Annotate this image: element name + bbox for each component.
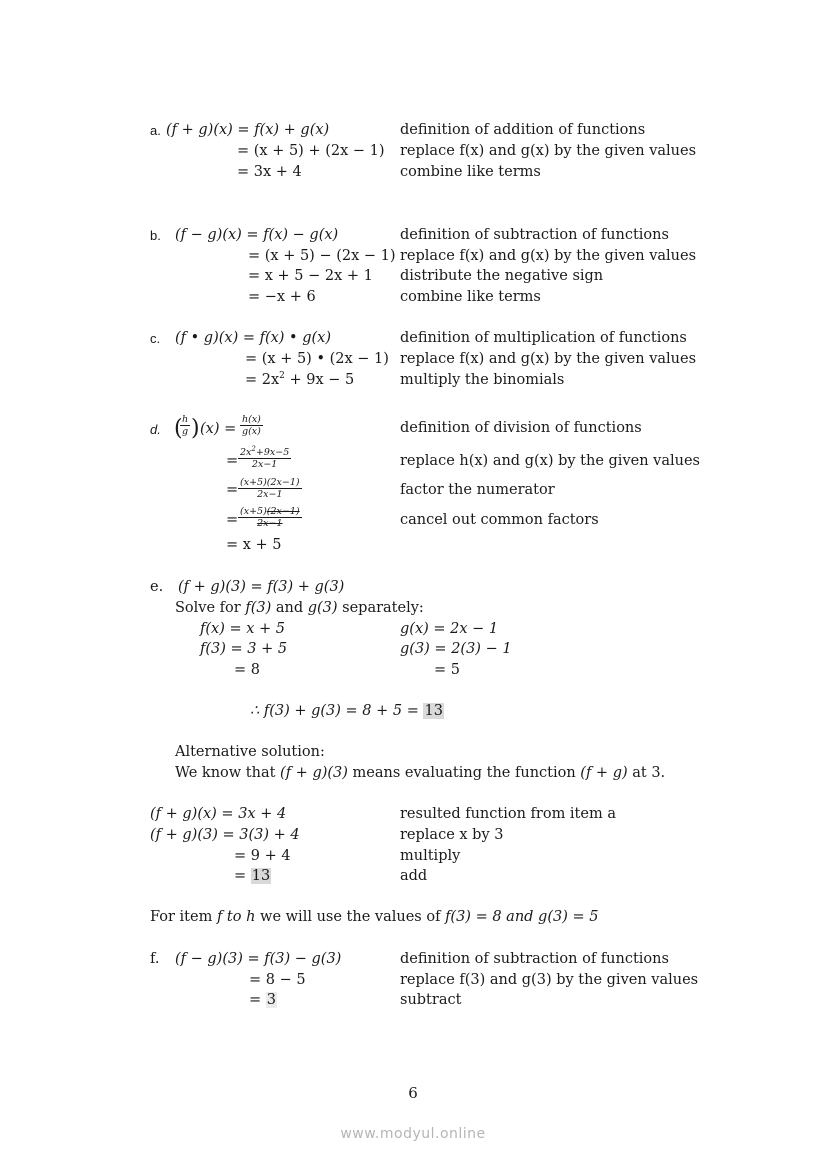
item-d-line4-eq: = [226, 512, 239, 528]
item-e-alt-row2-math: (f + g)(3) = 3(3) + 4 [150, 827, 300, 843]
item-e-answer-highlight: 13 [424, 703, 443, 719]
item-a-line1-desc: definition of addition of functions [400, 122, 646, 138]
item-d-line2-desc: replace h(x) and g(x) by the given values [400, 453, 700, 469]
item-e-line1-math: (f + g)(3) = f(3) + g(3) [178, 579, 345, 595]
item-e-alt-row3-math: = 9 + 4 [234, 848, 291, 864]
item-f-line2-desc: replace f(3) and g(3) by the given values [400, 972, 699, 988]
item-c-line2-desc: replace f(x) and g(x) by the given values [400, 351, 697, 367]
item-b-line1-math: (f − g)(x) = f(x) − g(x) [175, 227, 339, 243]
item-f-line3-desc: subtract [400, 992, 462, 1008]
item-f-line3-math: = 3 [249, 992, 276, 1008]
item-c-line3-desc: multiply the binomials [400, 372, 565, 388]
item-e-g-substitution: g(3) = 2(3) − 1 [400, 641, 512, 657]
item-d-label: d. [150, 422, 161, 437]
item-b-line4-math: = −x + 6 [248, 289, 316, 305]
item-d-x-equals: (x) = [200, 421, 237, 437]
item-a-line2-desc: replace f(x) and g(x) by the given values [400, 143, 697, 159]
item-d-fraction-4: $\frac{(x+5)(2x-1)}{2x-1}$ [240, 506, 300, 529]
item-e-f-substitution: f(3) = 3 + 5 [200, 641, 288, 657]
item-b-line3-desc: distribute the negative sign [400, 268, 604, 284]
item-d-line5-math: = x + 5 [226, 537, 282, 553]
item-c-line1-math: (f • g)(x) = f(x) • g(x) [175, 330, 331, 346]
item-e-g-result: = 5 [434, 662, 460, 678]
item-a-line3-math: = 3x + 4 [237, 164, 302, 180]
item-d-right-paren: ) [191, 416, 200, 441]
item-e-label: e. [150, 579, 164, 595]
item-d-line3-desc: factor the numerator [400, 482, 555, 498]
item-f-line1-desc: definition of subtraction of functions [400, 951, 669, 967]
item-e-alt-row4-math: = 13 [234, 868, 271, 884]
item-e-alt-row2-desc: replace x by 3 [400, 827, 504, 843]
item-b-line1-desc: definition of subtraction of functions [400, 227, 669, 243]
watermark: www.modyul.online [340, 1126, 486, 1142]
item-e-alt-row4-desc: add [400, 868, 428, 884]
item-f-label: f. [150, 951, 160, 967]
item-d-fraction-1: $\frac{h(x)}{g(x)}$ [242, 414, 261, 437]
note-text: For item f to h we will use the values of f(3) = 8 and g(3) = 5 [150, 909, 599, 925]
item-c-label: c. [150, 331, 161, 346]
item-b-line4-desc: combine like terms [400, 289, 541, 305]
item-a-line3-desc: combine like terms [400, 164, 541, 180]
item-a-line1-math: (f + g)(x) = f(x) + g(x) [166, 122, 330, 138]
item-e-alt-title: Alternative solution: [175, 744, 325, 760]
item-a-label: a. [150, 123, 161, 138]
item-b-line2-math: = (x + 5) − (2x − 1) [248, 248, 396, 264]
item-e-f-result: = 8 [234, 662, 260, 678]
item-b-line2-desc: replace f(x) and g(x) by the given values [400, 248, 697, 264]
item-d-h-over-g: $\frac{h}{g}$ [182, 414, 189, 437]
item-e-alt-answer-highlight: 13 [251, 868, 271, 884]
item-d-fraction-3: $\frac{(x+5)(2x-1)}{2x-1}$ [240, 477, 300, 500]
item-f-answer-highlight: 3 [266, 992, 276, 1008]
item-a-line2-math: = (x + 5) + (2x − 1) [237, 143, 385, 159]
item-e-f-definition: f(x) = x + 5 [200, 621, 285, 637]
item-e-therefore: ∴ f(3) + g(3) = 8 + 5 = 13 [250, 703, 443, 719]
item-d-line1-desc: definition of division of functions [400, 420, 642, 436]
item-e-alt-row1-desc: resulted function from item a [400, 806, 616, 822]
item-e-alt-text: We know that (f + g)(3) means evaluating the function (f + g) at 3. [175, 765, 666, 781]
item-c-line1-desc: definition of multiplication of functions [400, 330, 687, 346]
item-e-g-definition: g(x) = 2x − 1 [400, 621, 499, 637]
item-b-line3-math: = x + 5 − 2x + 1 [248, 268, 373, 284]
item-f-line1-math: (f − g)(3) = f(3) − g(3) [175, 951, 342, 967]
item-e-solve-text: Solve for f(3) and g(3) separately: [175, 600, 424, 616]
item-d-line3-eq: = [226, 482, 239, 498]
item-f-line2-math: = 8 − 5 [249, 972, 306, 988]
item-b-label: b. [150, 228, 161, 243]
item-e-alt-row1-math: (f + g)(x) = 3x + 4 [150, 806, 287, 822]
item-c-line2-math: = (x + 5) • (2x − 1) [245, 351, 389, 367]
item-d-line2-eq: = [226, 453, 239, 469]
item-e-alt-row3-desc: multiply [400, 848, 461, 864]
item-c-line3-math: = $2x^2 + 9x - 5$ [245, 371, 355, 388]
item-d-line4-desc: cancel out common factors [400, 512, 599, 528]
item-d-fraction-2: $\frac{2x^2+9x-5}{2x-1}$ [240, 444, 290, 470]
item-d-left-paren: ( [174, 416, 183, 441]
page-number: 6 [408, 1084, 418, 1102]
